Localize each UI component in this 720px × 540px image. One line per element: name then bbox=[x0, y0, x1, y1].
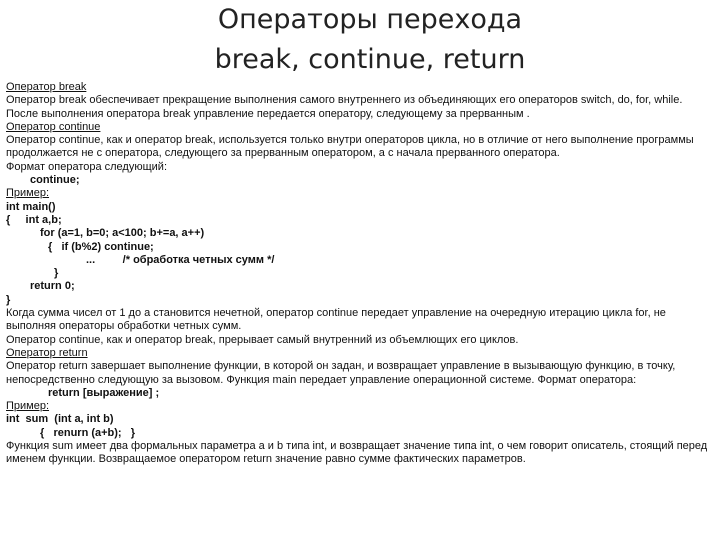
format-label: Формат оператора следующий: bbox=[6, 160, 167, 173]
code-return-format: return [выражение] ; bbox=[48, 386, 160, 399]
slide-body bbox=[6, 81, 716, 467]
paragraph-continue: Оператор continue, как и оператор break, используется только внутри операторов цикла, но в отличие от него выполнение программы продолжается не с оператора, следующего за прерванным оператором, а с начала прерванного оператора. bbox=[6, 134, 694, 160]
title-line-2: break, continue, return bbox=[214, 44, 526, 75]
heading-return: Оператор return bbox=[6, 346, 88, 359]
example-label-2: Пример: bbox=[6, 400, 50, 413]
paragraph-sum: Функция sum имеет два формальных параметра a и b типа int, и возвращает значение типа int, о чем говорит описатель, стоящий перед именем функции. Возвращаемое оператором return значение равно сумме фактических параметров. bbox=[6, 440, 708, 466]
code-line: { if (b%2) continue; bbox=[48, 240, 154, 253]
code-line: } bbox=[6, 293, 11, 306]
code-line: return 0; bbox=[30, 280, 75, 293]
code-line: ... /* обработка четных сумм */ bbox=[86, 253, 275, 266]
heading-break: Оператор break bbox=[6, 81, 87, 93]
code-line: } bbox=[54, 267, 59, 280]
paragraph-continue-explain: Когда сумма чисел от 1 до a становится нечетной, оператор continue передает управление на очередную итерацию цикла for, не выполняя операторы обработки четных сумм. bbox=[6, 307, 666, 333]
code-line: { int a,b; bbox=[6, 213, 62, 226]
paragraph-return: Оператор return завершает выполнение функции, в которой он задан, и возвращает управление в вызывающую функцию, в точку, непосредственно следующую за вызовом. Функция main передает управление операционной системе. Формат оператора: bbox=[6, 360, 676, 386]
heading-continue: Оператор continue bbox=[6, 120, 101, 133]
code-line: int sum (int a, int b) bbox=[6, 413, 114, 426]
title-line-1: Операторы перехода bbox=[217, 4, 523, 35]
paragraph-break: Оператор break обеспечивает прекращение выполнения самого внутреннего из объединяющих его операторов switch, do, for, while. После выполнения оператора break управление передается оператору, следующему за прерванным . bbox=[6, 94, 683, 120]
slide-title bbox=[190, 0, 550, 80]
example-label-1: Пример: bbox=[6, 187, 50, 200]
code-continue-format: continue; bbox=[30, 174, 80, 187]
code-line: int main() bbox=[6, 200, 56, 213]
code-line: { renurn (a+b); } bbox=[40, 426, 136, 439]
paragraph-continue-note: Оператор continue, как и оператор break, прерывает самый внутренний из объемлющих его циклов. bbox=[6, 333, 519, 346]
code-line: for (a=1, b=0; a<100; b+=a, a++) bbox=[40, 227, 205, 240]
